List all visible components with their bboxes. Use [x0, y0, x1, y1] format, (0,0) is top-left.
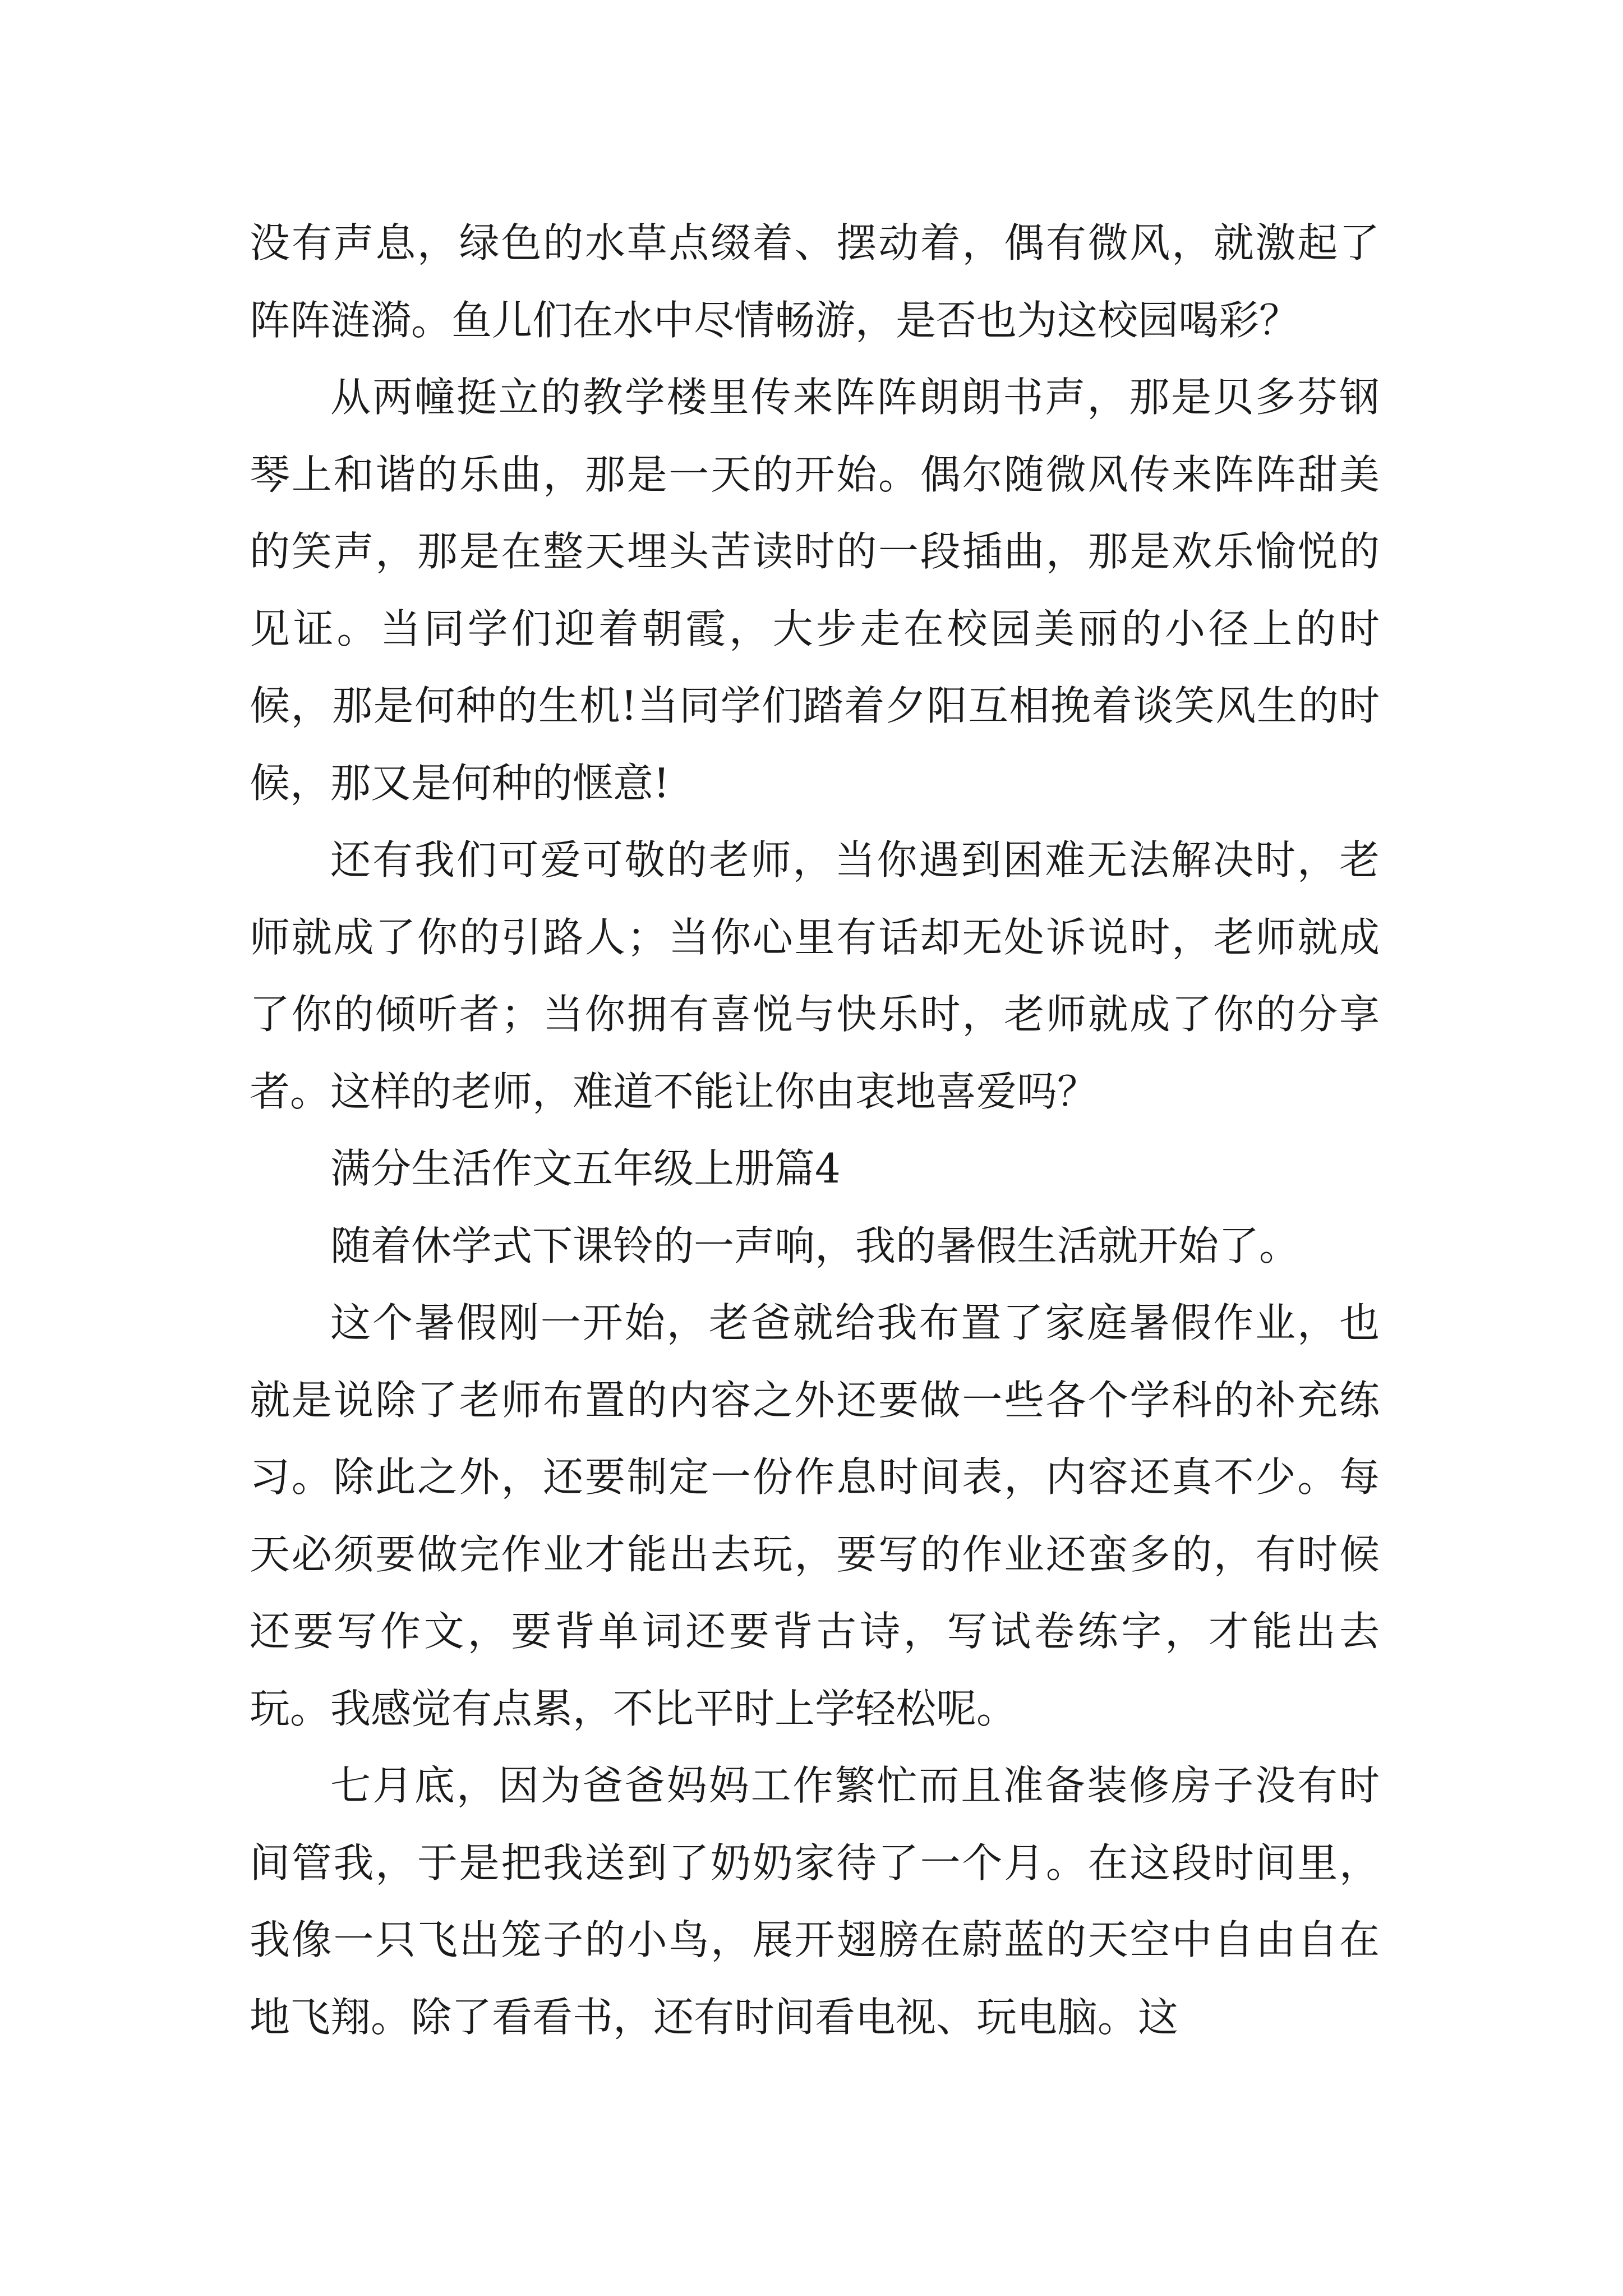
document-body	[250, 205, 1380, 2056]
section-heading: 满分生活作文五年级上册篇4	[330, 1145, 841, 1192]
paragraph-2: 从两幢挺立的教学楼里传来阵阵朗朗书声，那是贝多芬钢琴上和谐的乐曲，那是一天的开始。偶尔随微风传来阵阵甜美的笑声，那是在整天埋头苦读时的一段插曲，那是欢乐愉悦的见证。当同学们迎着朝霞，大步走在校园美丽的小径上的时候，那是何种的生机!当同学们踏着夕阳互相挽着谈笑风生的时候，那又是何种的惬意!	[250, 374, 1380, 807]
paragraph-5: 这个暑假刚一开始，老爸就给我布置了家庭暑假作业，也就是说除了老师布置的内容之外还要做一些各个学科的补充练习。除此之外，还要制定一份作息时间表，内容还真不少。每天必须要做完作业才能出去玩，要写的作业还蛮多的，有时候还要写作文，要背单词还要背古诗，写试卷练字，才能出去玩。我感觉有点累，不比平时上学轻松呢。	[250, 1299, 1380, 1732]
paragraph-4: 随着休学式下课铃的一声响，我的暑假生活就开始了。	[330, 1222, 1300, 1269]
paragraph-3: 还有我们可爱可敬的老师，当你遇到困难无法解决时，老师就成了你的引路人；当你心里有话却无处诉说时，老师就成了你的倾听者；当你拥有喜悦与快乐时，老师就成了你的分享者。这样的老师，难道不能让你由衷地喜爱吗？	[250, 836, 1380, 1115]
paragraph-6: 七月底，因为爸爸妈妈工作繁忙而且准备装修房子没有时间管我，于是把我送到了奶奶家待了一个月。在这段时间里，我像一只飞出笼子的小鸟，展开翅膀在蔚蓝的天空中自由自在地飞翔。除了看看书，还有时间看电视、玩电脑。这	[250, 1762, 1380, 2041]
paragraph-1: 没有声息，绿色的水草点缀着、摆动着，偶有微风，就激起了阵阵涟漪。鱼儿们在水中尽情畅游，是否也为这校园喝彩？	[250, 219, 1380, 344]
